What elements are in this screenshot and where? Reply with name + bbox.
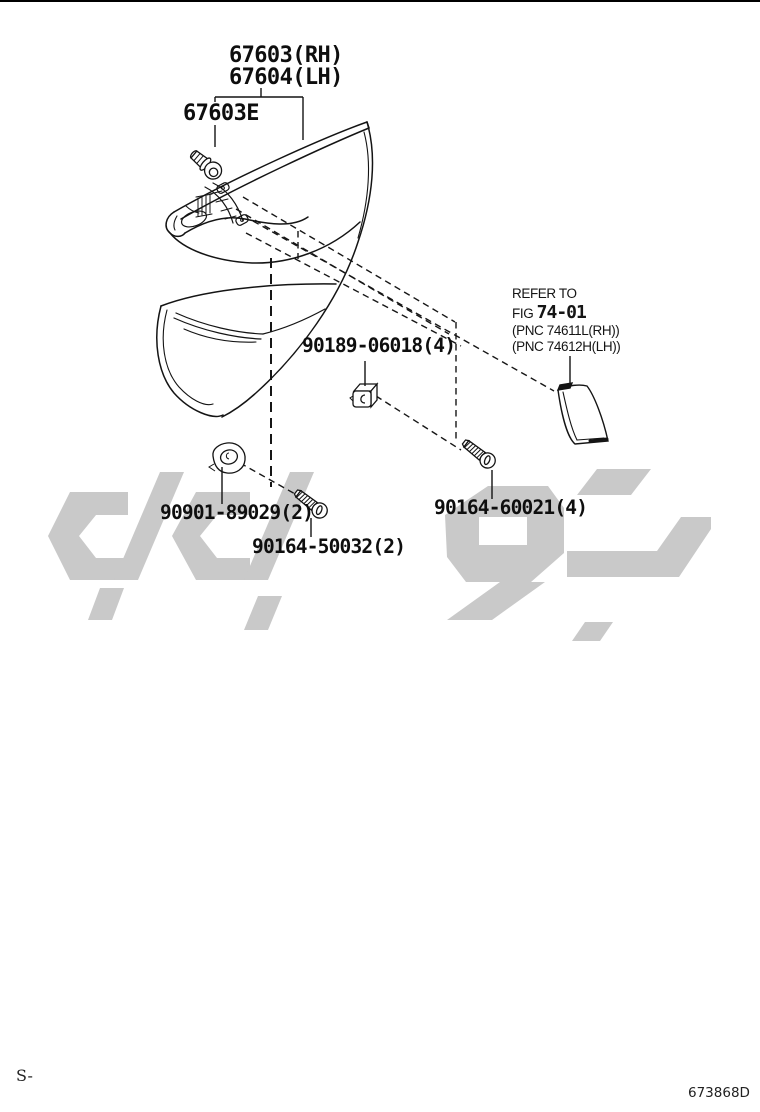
refer-to-note [512, 286, 620, 355]
quarter-trim-strip-drawing [558, 383, 608, 444]
figure-number: 74-01 [536, 301, 586, 323]
retainer-clip-90189-icon [350, 384, 377, 407]
screw-60021-icon [459, 436, 498, 471]
part-number-67603-rh: 67603(RH) [229, 43, 343, 68]
push-clip-67603e-icon [187, 147, 225, 183]
part-number-90189-06018: 90189-06018(4) [302, 334, 456, 357]
refer-to-line: REFER TO [512, 286, 577, 301]
pnc-lh-line: (PNC 74612H(LH)) [512, 339, 621, 355]
footer-section-code: S- [16, 1066, 33, 1085]
pnc-rh-line: (PNC 74611L(RH)) [512, 323, 620, 339]
part-number-67604-lh: 67604(LH) [229, 65, 343, 90]
footer-figure-code: 673868D [688, 1085, 750, 1101]
part-number-90901-89029: 90901-89029(2) [160, 501, 314, 524]
figure-prefix: FIG [512, 305, 537, 321]
part-number-67603e: 67603E [183, 101, 259, 126]
figure-reference [512, 302, 620, 323]
part-number-90164-60021: 90164-60021(4) [434, 496, 588, 519]
part-number-90164-50032: 90164-50032(2) [252, 535, 406, 558]
grommet-90901-icon [209, 443, 245, 473]
